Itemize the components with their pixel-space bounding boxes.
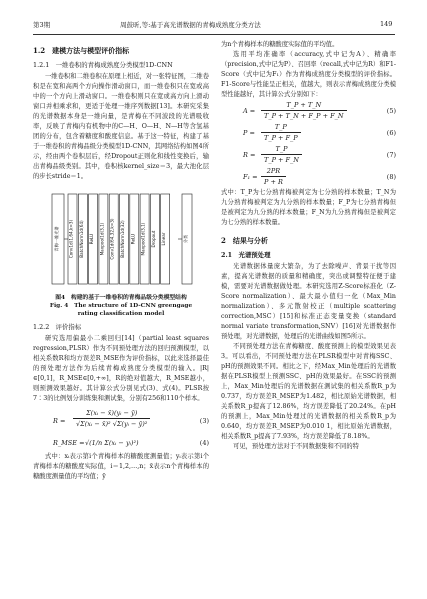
- figure-caption-en-2: rating classification model: [77, 311, 165, 317]
- equation-5: A = $\frac{T\_P + T\_N}{T\_P + T\_N + F\_P + F\_N}$ (5): [243, 101, 396, 120]
- layer-label: Dropout: [150, 230, 156, 248]
- paragraph: 为n个青梅样本的糖酸度实际值的平均值。: [221, 41, 339, 48]
- input-label: 青梅一维光谱: [54, 226, 59, 252]
- layer-label: ReLU: [89, 233, 95, 245]
- layer-label: Linear: [161, 232, 167, 246]
- equation-8: F₁ = $\frac{2PR}{P + R}$ (8): [243, 167, 396, 186]
- paragraph: 一维卷积和二维卷积在原理上相近，对一张特征图，二维卷积是在宽和高两个方向操作滑动窗口，而一维卷积只在宽或高中的一个方向上滑动窗口。一维卷积则只在宽或高方向上滑动窗口并相乘求和，更适于处理一维序列数据[13]。本研究采集的光谱数据本身是一维向量，是青梅在不同波段的光谱吸收率，反映了青梅内有机物中的C—H、O—H、N—H等含氢基团的分布，包含着糖度和酸度信息。基于这一特征，构建了基于一维卷积的青梅品级分类模型1D-CNN，其网络结构如图4所示，经由两个卷积层后，经Dropout正则化和线性变换后，输出青梅品级类别。其中，卷积核kernel_size＝3，最大池化层的步长stride＝1。: [33, 73, 209, 180]
- page-number: 149: [380, 20, 393, 28]
- equation-6: P = $\frac{T\_P}{T\_P + F\_P}$ (6): [243, 123, 396, 142]
- paragraph: 不同预处理方法在青梅糖度、酸度预测上的模型效果见表3。可以看出，不同预处理方法在PLSR模型中对青梅SSC、pH的预测效果不同。相比之下，经Max_Min处理后的光谱数据在PLSR模型上预测SSC、pH的效果最好。在SSC的预测上，Max_Min处理后的光谱数据在测试集的相关系数R_p为0.737，均方误差R_MSEP为1.482，相比原始光谱数据，相关系数R_p提高了12.86%，均方误差降低了20.24%。在pH的预测上，Max_Min处理过的光谱数据的相关系数R_p为0.640，均方误差R_MSEP为0.010 1，相比原始光谱数据，相关系数R_p提高了7.93%，均方误差降低了8.18%。: [221, 343, 396, 440]
- layer-label: Conv1d(64,32,k=3): [109, 218, 115, 260]
- paragraph: 可见，预处理方法对于不同数据集和不同的特: [233, 443, 359, 450]
- figure-4: [33, 186, 209, 318]
- paragraph: 选用平均准确率（accuracy,式中记为A）、精确率（precision,式中记为P）、召回率（recall,式中记为R）和F1-Score（式中记为F₁）作为青梅成熟度分类模型的评价指标。F1-Score与性能呈正相关，值越大，则表示青梅成熟度分类模型性能越好，其计算公式分别如下：: [221, 51, 396, 98]
- paragraph: 式中：xᵢ表示第i个青梅样本的糖酸度测量值；yᵢ表示第i个青梅样本的糖酸度实际值，i＝1,2,…,n；x̄表示n个青梅样本的糖酸度测量值的平均值；ȳ: [33, 453, 209, 480]
- equation-4: R_MSE = √(1/n Σ(xᵢ − yᵢ)²) (4): [53, 439, 209, 447]
- figure-caption-en-1: Fig. 4 The structure of 1D-CNN greengage: [49, 303, 193, 309]
- paragraph: 式中：T_P为七分熟青梅被判定为七分熟的样本数量；T_N为九分熟青梅被判定为九分熟的样本数量；F_P为七分熟青梅但是被判定为九分熟的样本数量；F_N为九分熟青梅但是被判定为七分熟的样本数量。: [221, 189, 396, 226]
- section-heading-2: 2 结果与分析: [221, 236, 268, 245]
- network-diagram: [46, 186, 196, 290]
- subsection-heading-1-2-2: 1.2.2 评价指标: [33, 323, 82, 331]
- subsection-heading-2-1: 2.1 光谱预处理: [221, 251, 271, 259]
- section-heading-1-2: 1.2 建模方法与模型评价指标: [33, 46, 130, 55]
- layer-label: BatchNorm1d(32): [120, 220, 125, 258]
- layer-label: Conv1d(1,64,k=3): [68, 219, 74, 259]
- layer-label: Maxpool1d(3,1): [140, 222, 146, 256]
- layer-label: Maxpool1d(3,1): [99, 222, 105, 256]
- paragraph: 研究选用偏最小二乘回归[14]（partial least squares regression,PLSR）作为不同预处理方法的回归预测模型，以相关系数R和均方误差R_MSE作为评价指标，以此来选择最佳的预处理方法作为后续青梅成熟度分类模型的输入。|R|∈[0,1]，R_MSE∈[0,+∞]，R的绝对值越大，R_MSE越小，则预测效果越好。其计算公式分别见式(3)、式(4)。PLSR按7∶3的比例划分训练集和测试集，分别有256和110个样本。: [33, 335, 209, 402]
- issue-label: 第3期: [33, 21, 51, 29]
- header-rule: [33, 34, 395, 35]
- equation-7: R = $\frac{T\_P}{T\_P + F\_N}$ (7): [243, 145, 396, 164]
- equation-3: R = $\frac{\text{Σ(xᵢ − x̄)(yᵢ − ȳ)}}{\text{√Σ(xᵢ − x̄)² √Σ(yᵢ − ȳ)²}}$ (3): [53, 409, 209, 428]
- right-column: [221, 40, 396, 452]
- output-label: 分类: [183, 234, 188, 244]
- subsection-heading-1-2-1: 1.2.1 一维卷积的青梅成熟度分类模型1D-CNN: [33, 61, 173, 69]
- layer-label: BatchNorm1d(64): [78, 220, 84, 258]
- left-column: [33, 40, 209, 482]
- paragraph: 光谱数据体量庞大繁杂，为了去除噪声、背景干扰等因素，提高光谱数据的质量和精确度，突出或调整特征便于建模，需要对光谱数据做处理。本研究选用Z-Score标准化（Z-Score normalization）、最大最小值归一化（Max_Min normalization）、多元散射校正（multiple scattering correction,MSC）[15]和标准正态变量变换（standard normal variate transformation,SNV）[16]对光谱数据作预处理，对光谱数据，处理后的光谱曲线如图5所示。: [221, 263, 396, 340]
- running-title: 周鼓昕,等:基于高光谱数据的青梅成熟度分类方法: [120, 21, 261, 29]
- layer-label: ReLU: [130, 233, 136, 245]
- figure-caption-cn: 图4 构建的基于一维卷积的青梅品级分类模型结构: [55, 295, 187, 301]
